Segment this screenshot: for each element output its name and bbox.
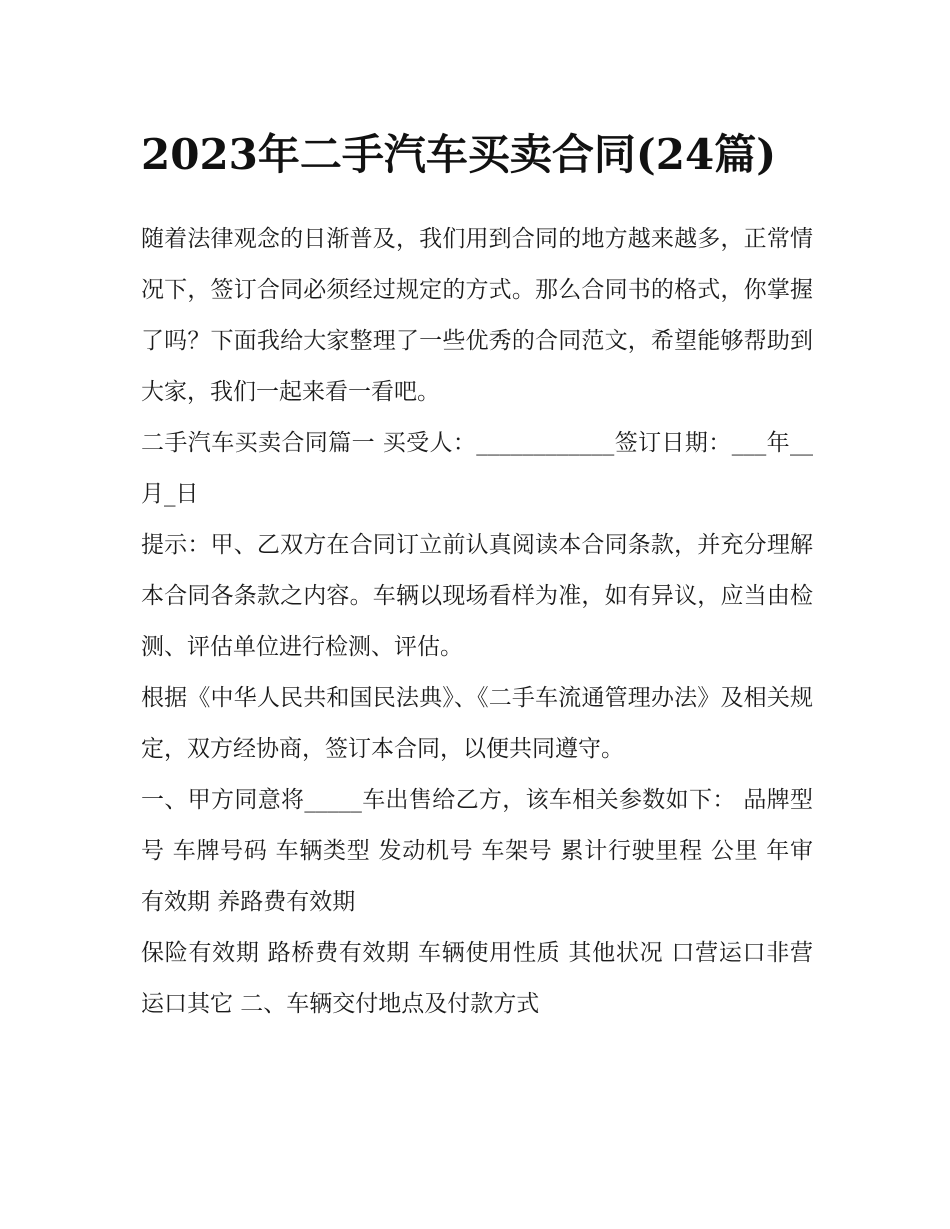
insurance-status-paragraph: 保险有效期 路桥费有效期 车辆使用性质 其他状况 口营运口非营运口其它 二、车辆交付地点及付款方式 — [141, 940, 813, 1017]
notice-paragraph: 提示：甲、乙双方在合同订立前认真阅读本合同条款，并充分理解本合同各条款之内容。车辆以现场看样为准，如有异议，应当由检测、评估单位进行检测、评估。 — [141, 532, 813, 660]
legal-basis-paragraph: 根据《中华人民共和国民法典》、《二手车流通管理办法》及相关规定，双方经协商，签订本合同，以便共同遵守。 — [141, 685, 813, 762]
intro-paragraph: 随着法律观念的日渐普及，我们用到合同的地方越来越多，正常情况下，签订合同必须经过规定的方式。那么合同书的格式，你掌握了吗？下面我给大家整理了一些优秀的合同范文，希望能够帮助到大家，我们一起来看一看吧。 — [141, 226, 813, 405]
contract-header-paragraph: 二手汽车买卖合同篇一 买受人：____________签订日期：___年__月_日 — [141, 430, 813, 507]
document-page — [141, 118, 813, 1030]
vehicle-parameters-paragraph: 一、甲方同意将_____车出售给乙方，该车相关参数如下： 品牌型号 车牌号码 车辆类型 发动机号 车架号 累计行驶里程 公里 年审有效期 养路费有效期 — [141, 787, 813, 915]
document-title: 2023年二手汽车买卖合同(24篇) — [141, 130, 777, 179]
